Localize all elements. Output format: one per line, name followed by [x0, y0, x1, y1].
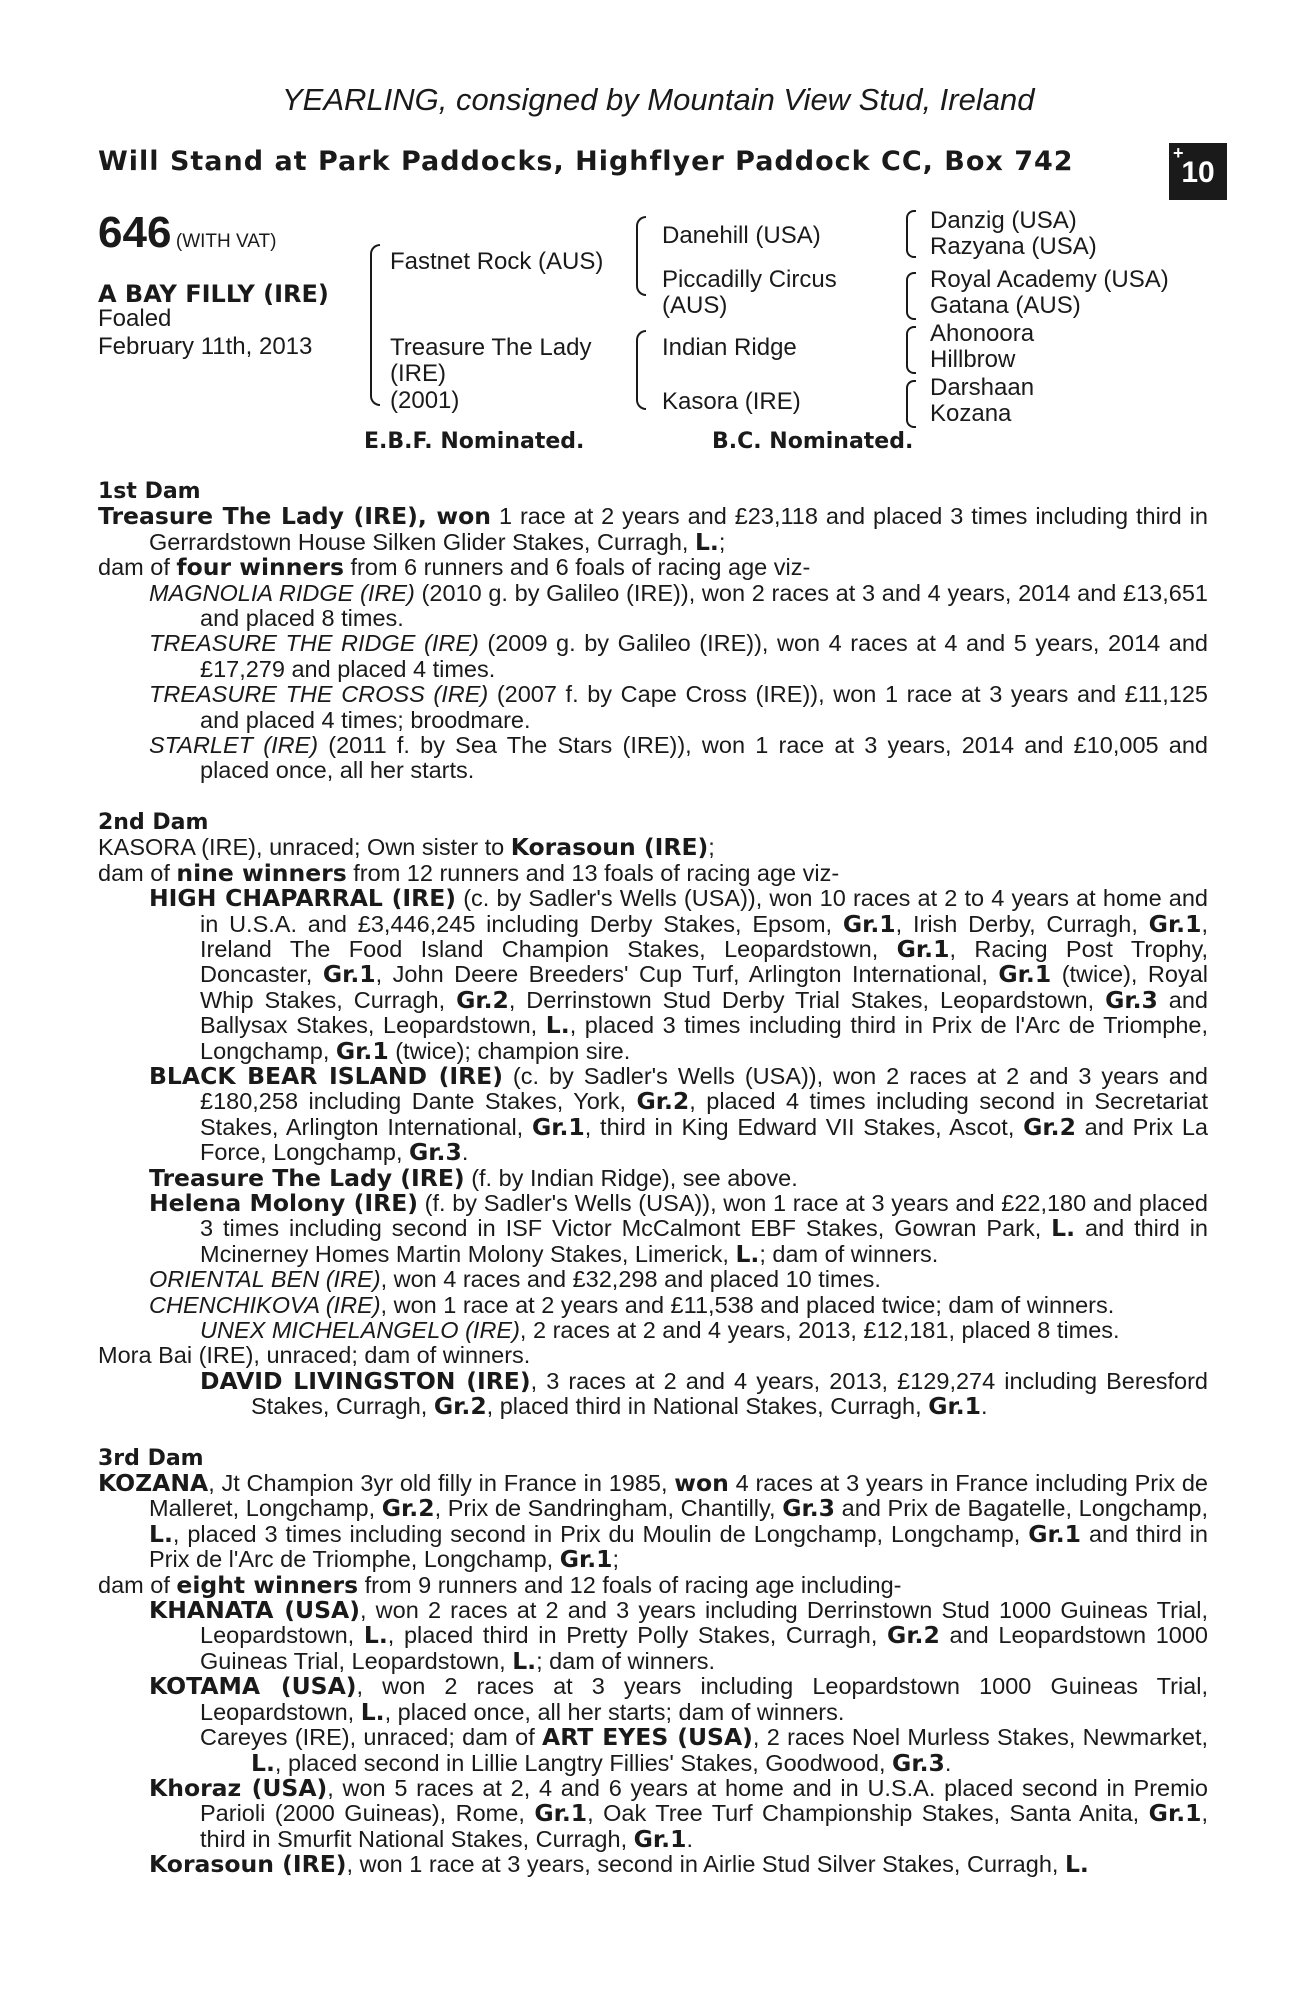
- text-run: (2010 g. by Galileo (IRE)), won 2 races at 3 and 4 years, 2014 and £13,651 and placed 8 times.: [200, 579, 1208, 632]
- produce-kotama: [149, 1674, 1208, 1725]
- text-run: (2009 g. by Galileo (IRE)), won 4 races at 4 and 5 years, 2014 and £17,279 and placed 4 times.: [200, 630, 1208, 682]
- horse-name: UNEX MICHELANGELO (IRE): [200, 1317, 520, 1343]
- stand-location: Will Stand at Park Paddocks, Highflyer Paddock CC, Box 742: [98, 146, 1074, 177]
- produce-khoraz: [149, 1773, 1209, 1853]
- text-run: (f. by Sadler's Wells (USA)), won 1 race at 3 years and £22,180 and placed 3 times including second in ISF Victor McCalmont EBF Stakes, Gowran Park,: [200, 1189, 1208, 1242]
- text-run: ; dam of winners.: [536, 1647, 716, 1674]
- winners-count: nine winners: [176, 858, 347, 887]
- text-run: , placed second in Lillie Langtry Fillies' Stakes, Goodwood,: [274, 1749, 893, 1776]
- grade: L.: [512, 1646, 537, 1675]
- produce-treasure-the-lady: [149, 1163, 1208, 1192]
- third-dam-produce-summary: [98, 1570, 1208, 1599]
- bc-nominated: B.C. Nominated.: [712, 429, 914, 454]
- produce-treasure-the-ridge: [149, 631, 1208, 682]
- grade: L.: [1064, 1850, 1089, 1879]
- text-run: , third in Smurfit National Stakes, Curragh,: [200, 1800, 1209, 1852]
- horse-name: KHANATA (USA): [149, 1596, 360, 1625]
- horse-name: BLACK BEAR ISLAND (IRE): [149, 1061, 503, 1090]
- text-run: and Prix de Bagatelle, Longchamp,: [835, 1495, 1208, 1522]
- horse-name: MAGNOLIA RIDGE (IRE): [149, 579, 415, 606]
- text-run: , Irish Derby, Curragh,: [895, 910, 1149, 937]
- dam-sire: Indian Ridge: [662, 334, 797, 361]
- text-run: from 12 runners and 13 foals of racing age viz-: [346, 859, 840, 886]
- grade: L.: [735, 1239, 760, 1268]
- grade: Gr.2: [887, 1621, 940, 1650]
- text-run: , won 2 races at 2 and 3 years including Derrinstown Stud 1000 Guineas Trial, Leopardstown,: [200, 1597, 1208, 1649]
- produce-black-bear-island: [149, 1061, 1209, 1167]
- horse-name: DAVID LIVINGSTON (IRE): [200, 1366, 531, 1395]
- grade: Gr.1: [928, 1392, 981, 1421]
- text-run: 4 races at 3 years in France including Prix de Malleret, Longchamp,: [149, 1470, 1208, 1522]
- horse-name: HIGH CHAPARRAL (IRE): [149, 884, 457, 913]
- text-run: (2007 f. by Cape Cross (IRE)), won 1 race at 3 years and £11,125 and placed 4 times; broodmare.: [200, 681, 1208, 733]
- text-run: and Leopardstown 1000 Guineas Trial, Leopardstown,: [200, 1622, 1208, 1674]
- grade: Gr.1: [534, 1799, 588, 1828]
- winners-count: eight winners: [176, 1570, 359, 1599]
- grade: Gr.1: [998, 960, 1052, 989]
- grade: Gr.2: [456, 985, 509, 1014]
- lot-name: A BAY FILLY (IRE): [98, 280, 329, 308]
- pedigree-bracket-3d: [906, 380, 916, 428]
- text-run: , Jt Champion 3yr old filly in France in 1985,: [208, 1470, 675, 1497]
- text-run: , 3 races at 2 and 4 years, 2013, £129,274 including Beresford Stakes, Curragh,: [251, 1367, 1208, 1420]
- foaled-label: Foaled: [98, 305, 172, 332]
- grade: Gr.1: [633, 1824, 687, 1853]
- grade: Gr.3: [409, 1138, 462, 1167]
- horse-name: TREASURE THE RIDGE (IRE): [149, 630, 479, 657]
- produce-khanata: [149, 1598, 1208, 1674]
- text-run: Mora Bai (IRE), unraced; dam of winners.: [98, 1342, 531, 1369]
- ped-ddd: Kozana: [930, 400, 1012, 427]
- grade: Gr.1: [842, 909, 896, 938]
- foaled-date: February 11th, 2013: [98, 333, 313, 360]
- produce-starlet: [149, 733, 1208, 784]
- horse-name: Korasoun (IRE): [510, 833, 709, 862]
- text-run: and third in Prix de l'Arc de Triomphe, Longchamp,: [149, 1520, 1208, 1573]
- produce-oriental-ben: [149, 1267, 1208, 1292]
- grade: Gr.1: [1148, 909, 1202, 938]
- sire-dam-line1: Piccadilly Circus: [662, 266, 837, 293]
- horse-name: Khoraz (USA): [149, 1773, 328, 1802]
- ped-sss: Danzig (USA): [930, 207, 1077, 234]
- sire-dam-line2: (AUS): [662, 292, 728, 319]
- grade: Gr.2: [381, 1494, 435, 1523]
- text-run: from 6 runners and 6 foals of racing age viz-: [344, 554, 811, 581]
- text-run: and Prix La Force, Longchamp,: [200, 1113, 1209, 1166]
- text-run: (c. by Sadler's Wells (USA)), won 2 races at 2 and 3 years and £180,258 including Dante Stakes, York,: [200, 1062, 1208, 1115]
- catalogue-body: [98, 479, 1208, 1878]
- produce-helena-molony: [149, 1188, 1208, 1268]
- pedigree-bracket-3a: [906, 210, 916, 258]
- ped-dsd: Hillbrow: [930, 346, 1016, 373]
- ped-sds: Royal Academy (USA): [930, 266, 1169, 293]
- grade: Gr.1: [896, 934, 950, 963]
- produce-high-chaparral: [149, 886, 1208, 1064]
- second-dam-heading: 2nd Dam: [98, 809, 209, 835]
- sire: Fastnet Rock (AUS): [390, 248, 604, 275]
- grade: Gr.1: [531, 1112, 585, 1141]
- dam-dam: Kasora (IRE): [662, 388, 801, 415]
- grade: Gr.3: [1105, 985, 1158, 1014]
- sire-sire: Danehill (USA): [662, 222, 821, 249]
- lot-heading: [98, 208, 276, 258]
- produce-treasure-the-cross: [149, 682, 1208, 733]
- text-run: , placed 3 times including third in Prix de l'Arc de Triomphe, Longchamp,: [200, 1012, 1208, 1064]
- grade: Gr.3: [892, 1748, 945, 1777]
- text-run: , won 1 race at 3 years, second in Airlie Stud Silver Stakes, Curragh,: [346, 1851, 1065, 1878]
- text-run: dam of: [98, 859, 177, 886]
- text-run: , 2 races Noel Murless Stakes, Newmarket,: [752, 1724, 1208, 1751]
- third-dam-heading: 3rd Dam: [98, 1445, 204, 1471]
- first-dam-record: [98, 504, 1208, 555]
- lot-badge: [1169, 143, 1227, 200]
- dam-line1: Treasure The Lady: [390, 334, 592, 361]
- grade: Gr.2: [433, 1392, 487, 1421]
- ped-ssd: Razyana (USA): [930, 233, 1097, 260]
- horse-name: TREASURE THE CROSS (IRE): [149, 681, 489, 708]
- grade: L.: [149, 1519, 173, 1548]
- text-run: , placed third in Pretty Polly Stakes, Curragh,: [387, 1622, 888, 1649]
- won: won: [674, 1469, 729, 1498]
- pedigree-bracket-2b: [636, 330, 646, 410]
- text-run: , John Deere Breeders' Cup Turf, Arlington International,: [375, 961, 999, 988]
- text-run: , won 5 races at 2, 4 and 6 years at home and in U.S.A. placed second in Premio Parioli (2000 Guineas), Rome,: [200, 1774, 1208, 1827]
- lot-vat: (WITH VAT): [175, 231, 277, 252]
- text-run: (2011 f. by Sea The Stars (IRE)), won 1 race at 3 years, 2014 and £10,005 and placed once, all her starts.: [200, 732, 1209, 784]
- produce-unex-michelangelo: [200, 1318, 1208, 1343]
- pedigree-bracket-3b: [906, 272, 916, 320]
- horse-name: STARLET (IRE): [149, 732, 319, 759]
- horse-name: ART EYES (USA): [542, 1723, 753, 1752]
- produce-chenchikova: [149, 1293, 1208, 1318]
- grade: L.: [360, 1697, 385, 1726]
- text-run: dam of: [98, 1571, 177, 1598]
- text-run: , placed 4 times including second in Secretariat Stakes, Arlington International,: [200, 1088, 1208, 1140]
- horse-name: Helena Molony (IRE): [149, 1188, 418, 1217]
- text-run: , Ireland The Food Island Champion Stakes, Leopardstown,: [200, 910, 1208, 962]
- grade: Gr.1: [335, 1036, 389, 1065]
- text-run: , won 2 races at 3 years including Leopardstown 1000 Guineas Trial, Leopardstown,: [200, 1673, 1208, 1725]
- text-run: and third in Mcinerney Homes Martin Molony Stakes, Limerick,: [200, 1215, 1208, 1267]
- produce-david-livingston: [200, 1366, 1208, 1421]
- dam-line2: (IRE): [390, 360, 446, 387]
- grade: L.: [251, 1748, 275, 1777]
- grade: L.: [545, 1011, 570, 1040]
- grade: Gr.1: [1028, 1519, 1082, 1548]
- second-dam-produce-summary: [98, 858, 1208, 887]
- ped-sdd: Gatana (AUS): [930, 292, 1081, 319]
- ped-dss: Ahonoora: [930, 320, 1035, 347]
- text-run: .: [461, 1139, 469, 1166]
- text-run: .: [944, 1749, 952, 1776]
- first-dam-grade: L.: [694, 527, 719, 556]
- text-run: (twice), Royal Whip Stakes, Curragh,: [200, 961, 1208, 1013]
- pedigree-bracket-3c: [906, 326, 916, 374]
- third-dam-record: [98, 1471, 1208, 1573]
- text-run: , placed once, all her starts; dam of winners.: [384, 1698, 845, 1725]
- produce-korasoun: [149, 1852, 1208, 1877]
- grade: Gr.1: [1148, 1799, 1202, 1828]
- grade: Gr.2: [636, 1087, 690, 1116]
- produce-magnolia-ridge: [149, 581, 1208, 632]
- text-run: , won 1 race at 2 years and £11,538 and placed twice; dam of winners.: [380, 1291, 1115, 1318]
- badge-sup: +: [1173, 143, 1184, 163]
- text-run: from 9 runners and 12 foals of racing age including-: [358, 1571, 902, 1598]
- text-run: .: [981, 1393, 988, 1420]
- ped-dds: Darshaan: [930, 374, 1035, 401]
- grade: L.: [363, 1621, 388, 1650]
- text-run: ;: [708, 834, 715, 861]
- produce-mora-bai: [98, 1343, 1208, 1368]
- grade: Gr.3: [782, 1494, 836, 1523]
- horse-name: CHENCHIKOVA (IRE): [149, 1291, 381, 1318]
- text-run: , third in King Edward VII Stakes, Ascot,: [584, 1113, 1024, 1140]
- horse-name: Korasoun (IRE): [149, 1850, 347, 1879]
- text-run: ; dam of winners.: [759, 1240, 939, 1267]
- pedigree-bracket-2a: [636, 216, 646, 296]
- first-dam-produce-summary: [98, 555, 1208, 580]
- horse-name: ORIENTAL BEN (IRE): [149, 1266, 381, 1293]
- grade: Gr.2: [1023, 1112, 1076, 1141]
- text-run: , placed 3 times including second in Prix du Moulin de Longchamp, Longchamp,: [172, 1520, 1029, 1547]
- text-run: .: [686, 1825, 693, 1852]
- text-run: (f. by Indian Ridge), see above.: [464, 1164, 798, 1191]
- text-run: , won 4 races and £32,298 and placed 10 times.: [380, 1266, 881, 1293]
- text-run: ;: [612, 1546, 620, 1573]
- grade: L.: [1051, 1214, 1076, 1243]
- consignment-title: YEARLING, consigned by Mountain View Stud, Ireland: [282, 82, 1035, 117]
- horse-name: KOTAMA (USA): [149, 1672, 357, 1701]
- first-dam-end: ;: [718, 528, 726, 555]
- text-run: , Racing Post Trophy, Doncaster,: [200, 935, 1208, 988]
- text-run: , Prix de Sandringham, Chantilly,: [434, 1495, 783, 1522]
- text-run: , Oak Tree Turf Championship Stakes, Santa Anita,: [587, 1800, 1149, 1827]
- horse-name: Treasure The Lady (IRE): [149, 1163, 465, 1192]
- text-run: Careyes (IRE), unraced; dam of: [200, 1724, 543, 1751]
- horse-name: KOZANA: [98, 1469, 209, 1498]
- dam-line3: (2001): [390, 387, 460, 414]
- text-run: and Ballysax Stakes, Leopardstown,: [200, 986, 1208, 1039]
- grade: Gr.1: [559, 1545, 613, 1574]
- winners-count: four winners: [176, 553, 344, 582]
- pedigree-bracket-1: [370, 244, 380, 406]
- first-dam-text: 1 race at 2 years and £23,118 and placed 3 times including third in Gerrardstown House Silken Glider Stakes, Curragh,: [149, 503, 1208, 555]
- text-run: dam of: [98, 554, 177, 581]
- ebf-nominated: E.B.F. Nominated.: [364, 429, 585, 454]
- text-run: , Derrinstown Stud Derby Trial Stakes, Leopardstown,: [508, 986, 1106, 1013]
- badge-number: 10: [1181, 156, 1215, 189]
- first-dam-heading: 1st Dam: [98, 479, 201, 504]
- produce-careyes: [200, 1725, 1208, 1776]
- second-dam-record: [98, 835, 1208, 860]
- text-run: (twice); champion sire.: [388, 1037, 631, 1064]
- text-run: , placed third in National Stakes, Curragh,: [486, 1393, 929, 1420]
- text-run: , 2 races at 2 and 4 years, 2013, £12,181, placed 8 times.: [519, 1317, 1120, 1343]
- text-run: (c. by Sadler's Wells (USA)), won 10 races at 2 to 4 years at home and in U.S.A. and £3,446,245 including Derby Stakes, Epsom,: [200, 885, 1208, 937]
- lot-number: 646: [98, 208, 172, 257]
- first-dam-name: Treasure The Lady (IRE), won: [98, 502, 492, 531]
- grade: Gr.1: [322, 960, 376, 989]
- text-run: KASORA (IRE), unraced; Own sister to: [98, 834, 511, 861]
